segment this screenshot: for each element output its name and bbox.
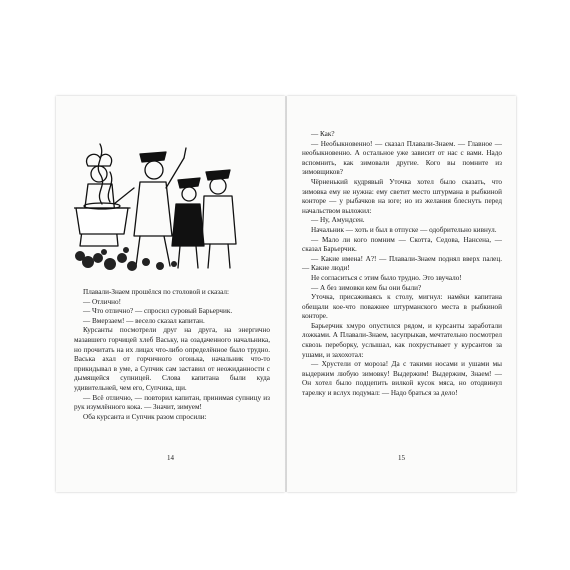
paragraph: — Какие имена! А?! — Плавали-Знаем поднял вверх палец. — Какие люди! [302, 254, 502, 273]
paragraph: — Отлично! [83, 297, 122, 306]
right-page [287, 96, 516, 492]
paragraph: — Необыкновенно! — сказал Плавали-Знаем. — Главное — необыкновенно. А остальное уже зависит от нас с вами. Надо вспомнить, как зимовали другие. Кого вы помните из зимовщиков? [302, 139, 502, 177]
paragraph: — Как? [311, 130, 335, 138]
paragraph: — Ну, Амундсен. [311, 216, 365, 225]
page-number-left: 14 [167, 454, 174, 462]
paragraph: — А без зимовки кем бы они были? [311, 283, 422, 292]
paragraph: Начальник — хоть и был в отпуске — одобрительно кивнул. [311, 225, 497, 234]
paragraph: — Что отлично? — спросил суровый Барьерчик. [83, 307, 233, 316]
left-page [56, 96, 285, 492]
paragraph: — Вмерзаем! — весело сказал капитан. [83, 316, 205, 325]
left-page-text [74, 288, 270, 422]
paragraph: — Мало ли кого помним — Скотта, Седова, Нансена, — сказал Барьерчик. [302, 235, 502, 254]
paragraph: Чёрненький кудрявый Уточка хотел было сказать, что зимовка ему не нужна: ему светит место штурмана в рыбкиной конторе — у рыбачков на юге; но из желания блеснуть перед начальством выложил: [302, 177, 502, 215]
paragraph: — Хрустели от мороза! Да с такими носами и ушами мы выдержим любую зимовку! Выдержим! Выдержим, Знаем! — Он хотел было подцепить вилкой кусок мяса, но отодвинул тарелку и вслух подумал: — Надо браться за дело! [302, 360, 502, 398]
paragraph: Барьерчик хмуро опустился рядом, и курсанты заработали ложками. А Плавали-Знаем, засупрыкав, мечтательно посмотрел сквозь переборку, услышал, как похрустывает у курсантов за ушами, и захохотал: [302, 321, 502, 359]
paragraph: Не согласиться с этим было трудно. Это звучало! [311, 273, 462, 282]
paragraph: Плавали-Знаем прошёлся по столовой и сказал: [83, 288, 229, 296]
paragraph: Оба курсанта и Супчик разом спросили: [83, 412, 207, 421]
paragraph: Курсанты посмотрели друг на друга, на энергично мазавшего горчицей хлеб Ваську, на озадаченного начальника, но прочитать на их лицах что-либо определённое было трудно. Васька ахал от горчичного огонька, начальник что-то прикидывал в уме, а Супчик сам заставил от неожиданности с дымящейся супницей. Слова капитана были куда удивительней, чем его, Супчика, щи. [74, 326, 270, 392]
paragraph: — Всё отлично, — повторил капитан, принимая супницу из рук изумлённого кока. — Значит, зимуем! [74, 393, 270, 412]
paragraph: Уточка, присаживаясь к столу, мигнул: намёки капитана обещали кое-что поважнее штурманского места в рыбкиной конторе. [302, 293, 502, 321]
page-number-right: 15 [398, 454, 405, 462]
illustration-crew-figures [74, 126, 242, 274]
right-page-text [302, 130, 502, 399]
